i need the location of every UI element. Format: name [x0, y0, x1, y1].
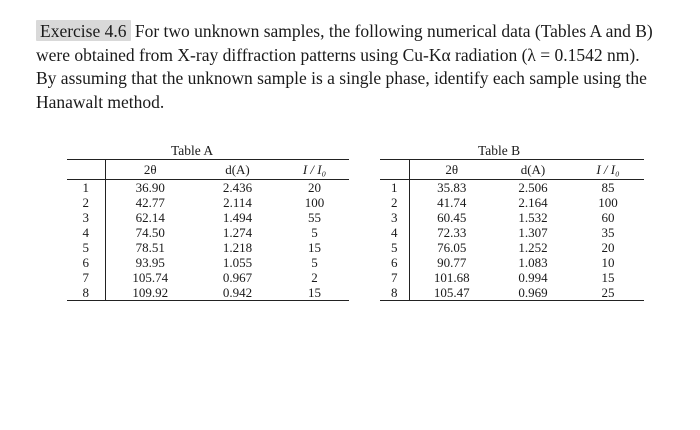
table-a-grid — [67, 159, 349, 301]
table-row — [67, 270, 349, 285]
intensity: 15 — [280, 285, 349, 301]
two-theta: 101.68 — [433, 270, 470, 285]
d-spacing: 0.994 — [518, 270, 548, 285]
table-row — [67, 240, 349, 255]
intensity: 60 — [601, 210, 615, 225]
two-theta: 74.50 — [135, 225, 165, 240]
row-index: 5 — [67, 240, 105, 255]
intensity: 85 — [601, 180, 615, 195]
intensity: 100 — [598, 195, 618, 210]
intensity: 100 — [304, 195, 325, 210]
intensity: 55 — [308, 210, 321, 225]
table-row — [380, 180, 644, 196]
row-index: 1 — [67, 180, 105, 196]
two-theta: 93.95 — [135, 255, 165, 270]
intensity: 10 — [601, 255, 615, 270]
table-a-header-d: d(A) — [195, 160, 280, 180]
two-theta: 90.77 — [437, 255, 467, 270]
table-b-title: Table B — [478, 143, 521, 158]
table-row — [380, 285, 644, 301]
table-a-header-row — [67, 160, 349, 180]
intensity: 25 — [572, 285, 644, 301]
d-spacing: 1.307 — [518, 225, 548, 240]
row-index: 2 — [67, 195, 105, 210]
table-row — [67, 195, 349, 210]
exercise-label: Exercise 4.6 — [36, 20, 131, 41]
two-theta: 42.77 — [135, 195, 165, 210]
intensity: 15 — [601, 270, 615, 285]
intensity: 20 — [308, 180, 321, 195]
two-theta: 36.90 — [135, 180, 165, 195]
d-spacing: 1.494 — [222, 210, 253, 225]
two-theta: 105.47 — [409, 285, 494, 301]
two-theta: 105.74 — [132, 270, 169, 285]
table-b — [380, 143, 644, 301]
table-row — [67, 180, 349, 196]
table-row — [380, 225, 644, 240]
row-index: 4 — [67, 225, 105, 240]
intensity: 2 — [311, 270, 318, 285]
two-theta: 109.92 — [105, 285, 195, 301]
table-b-header-index — [380, 160, 409, 180]
table-row — [67, 285, 349, 301]
table-a — [67, 143, 349, 301]
intensity: 5 — [311, 225, 318, 240]
d-spacing: 1.252 — [518, 240, 548, 255]
d-spacing: 0.942 — [195, 285, 280, 301]
intensity: 5 — [311, 255, 318, 270]
table-row — [380, 255, 644, 270]
table-row — [67, 210, 349, 225]
table-row — [67, 255, 349, 270]
table-b-header-d: d(A) — [494, 160, 572, 180]
d-spacing: 2.164 — [518, 195, 548, 210]
d-spacing: 2.436 — [222, 180, 253, 195]
two-theta: 62.14 — [135, 210, 165, 225]
d-spacing: 1.055 — [222, 255, 253, 270]
table-row — [67, 225, 349, 240]
table-row — [380, 210, 644, 225]
d-spacing: 0.967 — [222, 270, 253, 285]
row-index: 6 — [67, 255, 105, 270]
two-theta: 72.33 — [437, 225, 467, 240]
row-index: 1 — [380, 180, 409, 196]
d-spacing: 2.506 — [518, 180, 548, 195]
problem-statement — [36, 20, 656, 114]
row-index: 7 — [380, 270, 409, 285]
table-a-header-index — [67, 160, 105, 180]
d-spacing: 1.083 — [518, 255, 548, 270]
table-a-title-row — [67, 143, 349, 159]
row-index: 4 — [380, 225, 409, 240]
two-theta: 41.74 — [437, 195, 467, 210]
two-theta: 76.05 — [437, 240, 467, 255]
two-theta: 78.51 — [135, 240, 165, 255]
table-row — [380, 240, 644, 255]
table-a-header-intensity: I / I₀ — [280, 160, 349, 180]
row-index: 8 — [67, 285, 105, 301]
two-theta: 60.45 — [437, 210, 467, 225]
table-a-header-2theta: 2θ — [105, 160, 195, 180]
table-b-grid — [380, 159, 644, 301]
table-row — [380, 195, 644, 210]
row-index: 3 — [67, 210, 105, 225]
table-b-title-row — [380, 143, 644, 159]
intensity: 20 — [601, 240, 615, 255]
row-index: 6 — [380, 255, 409, 270]
table-b-header-intensity: I / I₀ — [572, 160, 644, 180]
table-row — [380, 270, 644, 285]
table-b-header-row — [380, 160, 644, 180]
row-index: 7 — [67, 270, 105, 285]
d-spacing: 2.114 — [223, 195, 252, 210]
table-b-header-2theta: 2θ — [409, 160, 494, 180]
d-spacing: 1.274 — [222, 225, 253, 240]
d-spacing: 1.532 — [518, 210, 548, 225]
row-index: 8 — [380, 285, 409, 301]
intensity: 35 — [601, 225, 615, 240]
d-spacing: 1.218 — [222, 240, 253, 255]
d-spacing: 0.969 — [494, 285, 572, 301]
row-index: 2 — [380, 195, 409, 210]
intensity: 15 — [308, 240, 321, 255]
row-index: 3 — [380, 210, 409, 225]
two-theta: 35.83 — [437, 180, 467, 195]
table-a-title: Table A — [171, 143, 214, 158]
problem-text: For two unknown samples, the following numerical data (Tables A and B) were obtained from X-ray diffraction patterns using Cu-Kα radiation (λ = 0.1542 nm). By assuming that the unknown sample is a single phase, identify each sample using the Hanawalt method. — [36, 21, 653, 112]
row-index: 5 — [380, 240, 409, 255]
